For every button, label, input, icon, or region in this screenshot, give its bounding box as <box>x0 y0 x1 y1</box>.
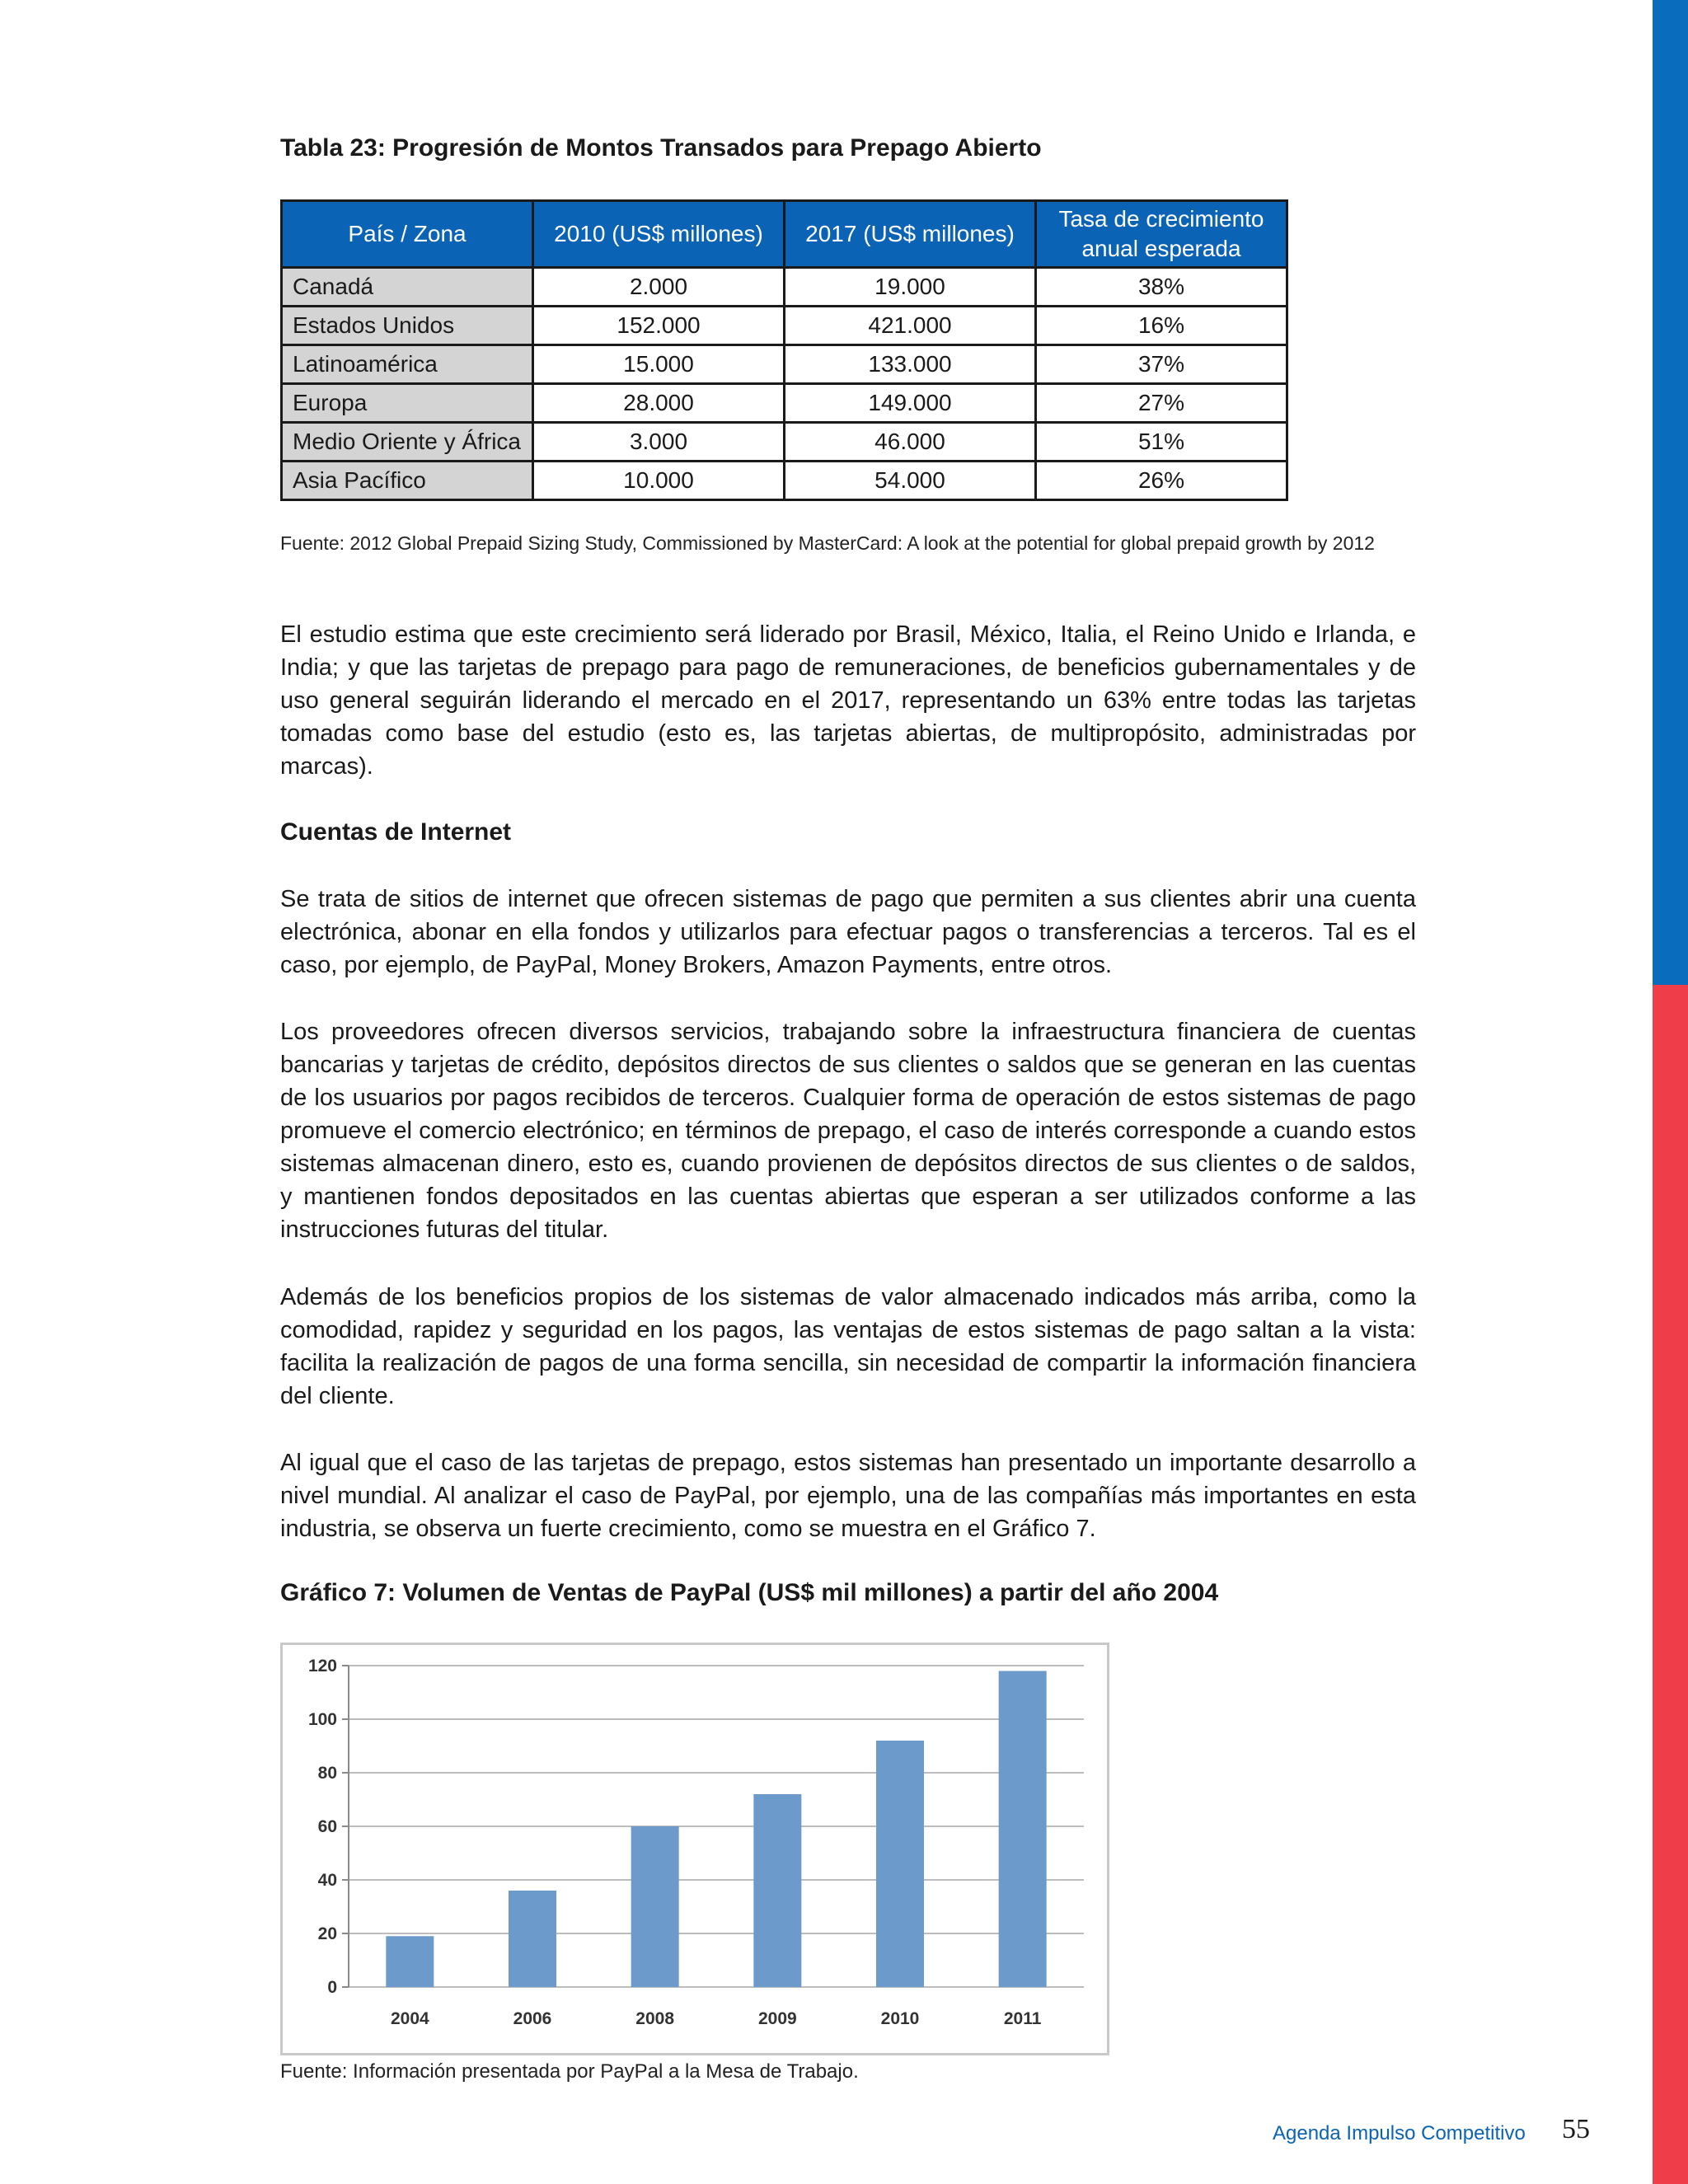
y-tick-label: 20 <box>317 1924 337 1943</box>
prepaid-table <box>280 199 1288 501</box>
bar-2004 <box>386 1936 434 1987</box>
chart-source-note: Fuente: Información presentada por PayPal a la Mesa de Trabajo. <box>280 2060 859 2083</box>
page-number: 55 <box>1562 2114 1590 2144</box>
cell-2017: 421.000 <box>785 307 1036 345</box>
bar-2010 <box>876 1741 924 1987</box>
y-tick-label: 0 <box>327 1978 337 1997</box>
x-tick-label: 2006 <box>513 2009 552 2028</box>
footer-label: Agenda Impulso Competitivo <box>1273 2122 1526 2144</box>
cell-2010: 28.000 <box>533 384 785 423</box>
cell-2017: 149.000 <box>785 384 1036 423</box>
cell-2010: 3.000 <box>533 423 785 462</box>
y-tick-label: 40 <box>317 1871 337 1890</box>
table-source-note: Fuente: 2012 Global Prepaid Sizing Study, Commissioned by MasterCard: A look at the potential for global prepaid growth by 2012 <box>280 532 1375 554</box>
cell-2010: 10.000 <box>533 462 785 500</box>
cell-growth: 51% <box>1036 423 1287 462</box>
side-band-red <box>1653 985 1688 2184</box>
paragraph-paypal-growth: Al igual que el caso de las tarjetas de prepago, estos sistemas han presentado un importante desarrollo a nivel mundial. Al analizar el caso de PayPal, por ejemplo, una de las compañías más importantes en esta industria, se observa un fuerte crecimiento, como se muestra en el Gráfico 7. <box>280 1450 1416 1542</box>
cell-2010: 152.000 <box>533 307 785 345</box>
table-row <box>282 345 1287 384</box>
bar-2006 <box>509 1891 556 1987</box>
x-tick-label: 2011 <box>1003 2009 1042 2028</box>
paragraph-internet-accounts: Se trata de sitios de internet que ofrecen sistemas de pago que permiten a sus clientes abrir una cuenta electrónica, abonar en ella fondos y utilizarlos para efectuar pagos o transferencias a terceros. Tal es el caso, por ejemplo, de PayPal, Money Brokers, Amazon Payments, entre otros. <box>280 886 1416 978</box>
table-row <box>282 384 1287 423</box>
cell-country: Estados Unidos <box>282 307 533 345</box>
bar-2011 <box>999 1671 1047 1988</box>
cell-growth: 16% <box>1036 307 1287 345</box>
x-tick-label: 2008 <box>635 2009 675 2028</box>
table-row <box>282 268 1287 307</box>
cell-country: Europa <box>282 384 533 423</box>
bar-2009 <box>753 1794 801 1987</box>
table-row <box>282 462 1287 500</box>
header-country: País / Zona <box>282 201 533 268</box>
side-band-blue <box>1653 0 1688 985</box>
header-growth: Tasa de crecimiento anual esperada <box>1036 201 1287 268</box>
x-tick-label: 2010 <box>880 2009 920 2028</box>
table-header-row <box>282 201 1287 268</box>
paypal-sales-chart <box>280 1643 1109 2055</box>
cell-2017: 54.000 <box>785 462 1036 500</box>
y-tick-label: 60 <box>317 1817 337 1836</box>
x-tick-label: 2004 <box>390 2009 429 2028</box>
cell-2010: 15.000 <box>533 345 785 384</box>
table-row <box>282 423 1287 462</box>
chart-heading: Gráfico 7: Volumen de Ventas de PayPal (US$ mil millones) a partir del año 2004 <box>280 1579 1219 1606</box>
cell-2017: 46.000 <box>785 423 1036 462</box>
cell-growth: 26% <box>1036 462 1287 500</box>
paragraph-growth-leaders: El estudio estima que este crecimiento será liderado por Brasil, México, Italia, el Reino Unido e Irlanda, e India; y que las tarjetas de prepago para pago de remuneraciones, de beneficios gubernamentales y de uso general seguirán liderando el mercado en el 2017, representando un 63% entre todas las tarjetas tomadas como base del estudio (esto es, las tarjetas abiertas, de multipropósito, administradas por marcas). <box>280 621 1416 780</box>
chart-svg <box>283 1645 1107 2053</box>
table-title: Tabla 23: Progresión de Montos Transados para Prepago Abierto <box>280 134 1042 162</box>
x-tick-label: 2009 <box>757 2009 797 2028</box>
y-tick-label: 80 <box>317 1764 337 1783</box>
cell-country: Canadá <box>282 268 533 307</box>
paragraph-benefits: Además de los beneficios propios de los sistemas de valor almacenado indicados más arriba, como la comodidad, rapidez y seguridad en los pagos, las ventajas de estos sistemas de pago saltan a la vista: facilita la realización de pagos de una forma sencilla, sin necesidad de compartir la información financiera del cliente. <box>280 1284 1416 1409</box>
cell-country: Asia Pacífico <box>282 462 533 500</box>
header-2010: 2010 (US$ millones) <box>533 201 785 268</box>
y-tick-label: 120 <box>307 1657 337 1675</box>
cell-growth: 37% <box>1036 345 1287 384</box>
section-heading-internet-accounts: Cuentas de Internet <box>280 818 512 846</box>
cell-country: Medio Oriente y África <box>282 423 533 462</box>
cell-2017: 19.000 <box>785 268 1036 307</box>
cell-growth: 27% <box>1036 384 1287 423</box>
cell-2017: 133.000 <box>785 345 1036 384</box>
paragraph-providers: Los proveedores ofrecen diversos servicios, trabajando sobre la infraestructura financiera de cuentas bancarias y tarjetas de crédito, depósitos directos de sus clientes o saldos que se generan en las cuentas de los usuarios por pagos recibidos de terceros. Cualquier forma de operación de estos sistemas de pago promueve el comercio electrónico; en términos de prepago, el caso de interés corresponde a cuando estos sistemas almacenan dinero, esto es, cuando provienen de depósitos directos de sus clientes o de saldos, y mantienen fondos depositados en las cuentas abiertas que esperan a ser utilizados conforme a las instrucciones futuras del titular. <box>280 1019 1416 1243</box>
cell-growth: 38% <box>1036 268 1287 307</box>
bar-2008 <box>631 1826 679 1987</box>
header-2017: 2017 (US$ millones) <box>785 201 1036 268</box>
cell-2010: 2.000 <box>533 268 785 307</box>
y-tick-label: 100 <box>307 1710 337 1729</box>
cell-country: Latinoamérica <box>282 345 533 384</box>
table-row <box>282 307 1287 345</box>
